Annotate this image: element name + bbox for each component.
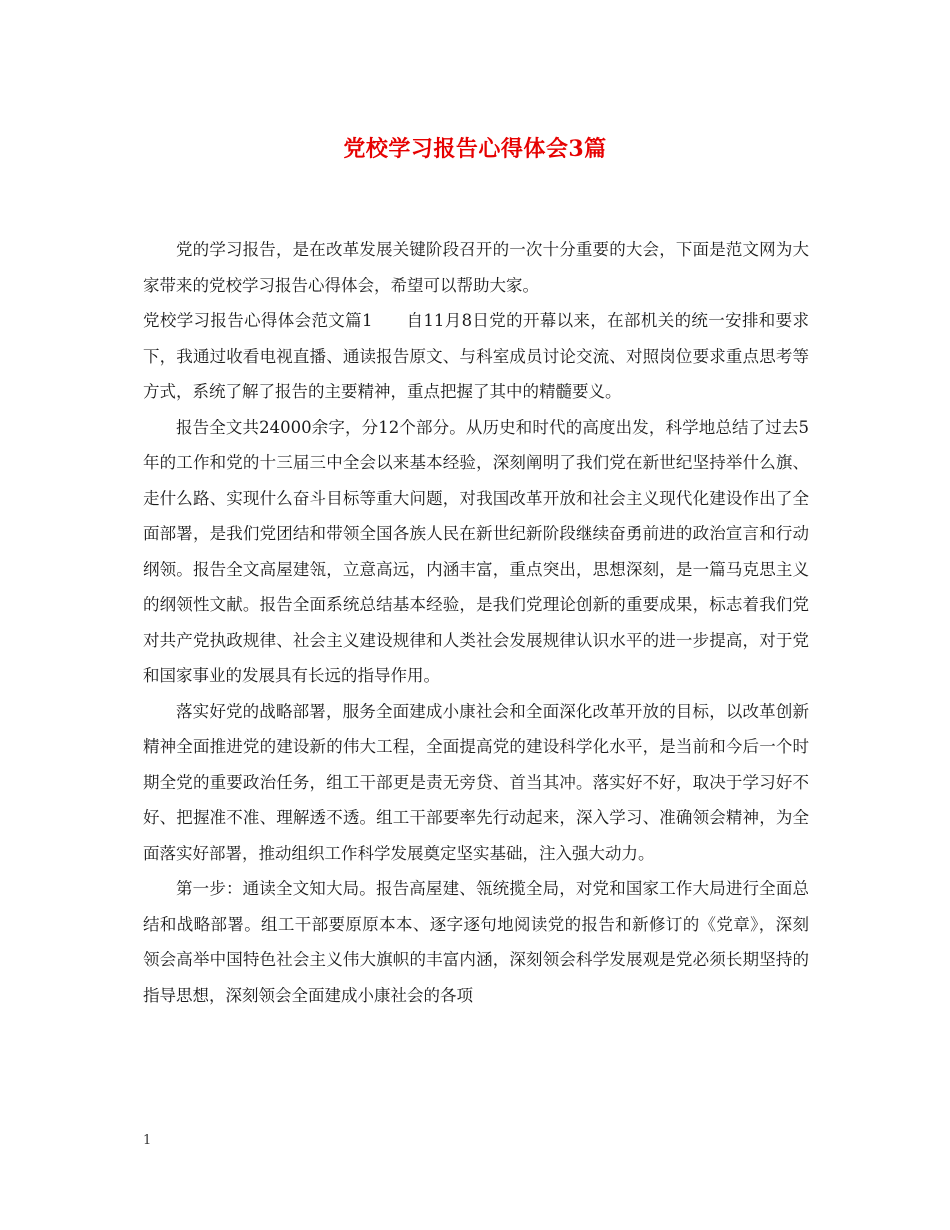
- document-body: [143, 232, 809, 1013]
- document-title: 党校学习报告心得体会3篇: [343, 136, 607, 162]
- page-number: 1: [143, 1133, 152, 1148]
- paragraph-intro: 党的学习报告，是在改革发展关键阶段召开的一次十分重要的大会，下面是范文网为大家带来的党校学习报告心得体会，希望可以帮助大家。: [143, 240, 809, 295]
- paragraph-implementation: 落实好党的战略部署，服务全面建成小康社会和全面深化改革开放的目标，以改革创新精神全面推进党的建设新的伟大工程，全面提高党的建设科学化水平，是当前和今后一个时期全党的重要政治任务，组工干部更是责无旁贷、首当其冲。落实好不好，取决于学习好不好、把握准不准、理解透不透。组工干部要率先行动起来，深入学习、准确领会精神，为全面落实好部署，推动组织工作科学发展奠定坚实基础，注入强大动力。: [143, 701, 809, 863]
- paragraph-step-one: 第一步：通读全文知大局。报告高屋建、瓴统揽全局，对党和国家工作大局进行全面总结和战略部署。组工干部要原原本本、逐字逐句地阅读党的报告和新修订的《党章》，深刻领会高举中国特色社会主义伟大旗帜的丰富内涵，深刻领会科学发展观是党必须长期坚持的指导思想，深刻领会全面建成小康社会的各项: [143, 879, 809, 1005]
- paragraph-report-summary: 报告全文共24000余字，分12个部分。从历史和时代的高度出发，科学地总结了过去5年的工作和党的十三届三中全会以来基本经验，深刻阐明了我们党在新世纪坚持举什么旗、走什么路、实现什么奋斗目标等重大问题，对我国改革开放和社会主义现代化建设作出了全面部署，是我们党团结和带领全国各族人民在新世纪新阶段继续奋勇前进的政治宣言和行动纲领。报告全文高屋建瓴，立意高远，内涵丰富，重点突出，思想深刻，是一篇马克思主义的纲领性文献。报告全面系统总结基本经验，是我们党理论创新的重要成果，标志着我们党对共产党执政规律、社会主义建设规律和人类社会发展规律认识水平的进一步提高，对于党和国家事业的发展具有长远的指导作用。: [143, 417, 809, 685]
- paragraph-section-1: 党校学习报告心得体会范文篇1 自11月8日党的开幕以来，在部机关的统一安排和要求下，我通过收看电视直播、通读报告原文、与科室成员讨论交流、对照岗位要求重点思考等方式，系统了解了报告的主要精神，重点把握了其中的精髓要义。: [143, 311, 809, 401]
